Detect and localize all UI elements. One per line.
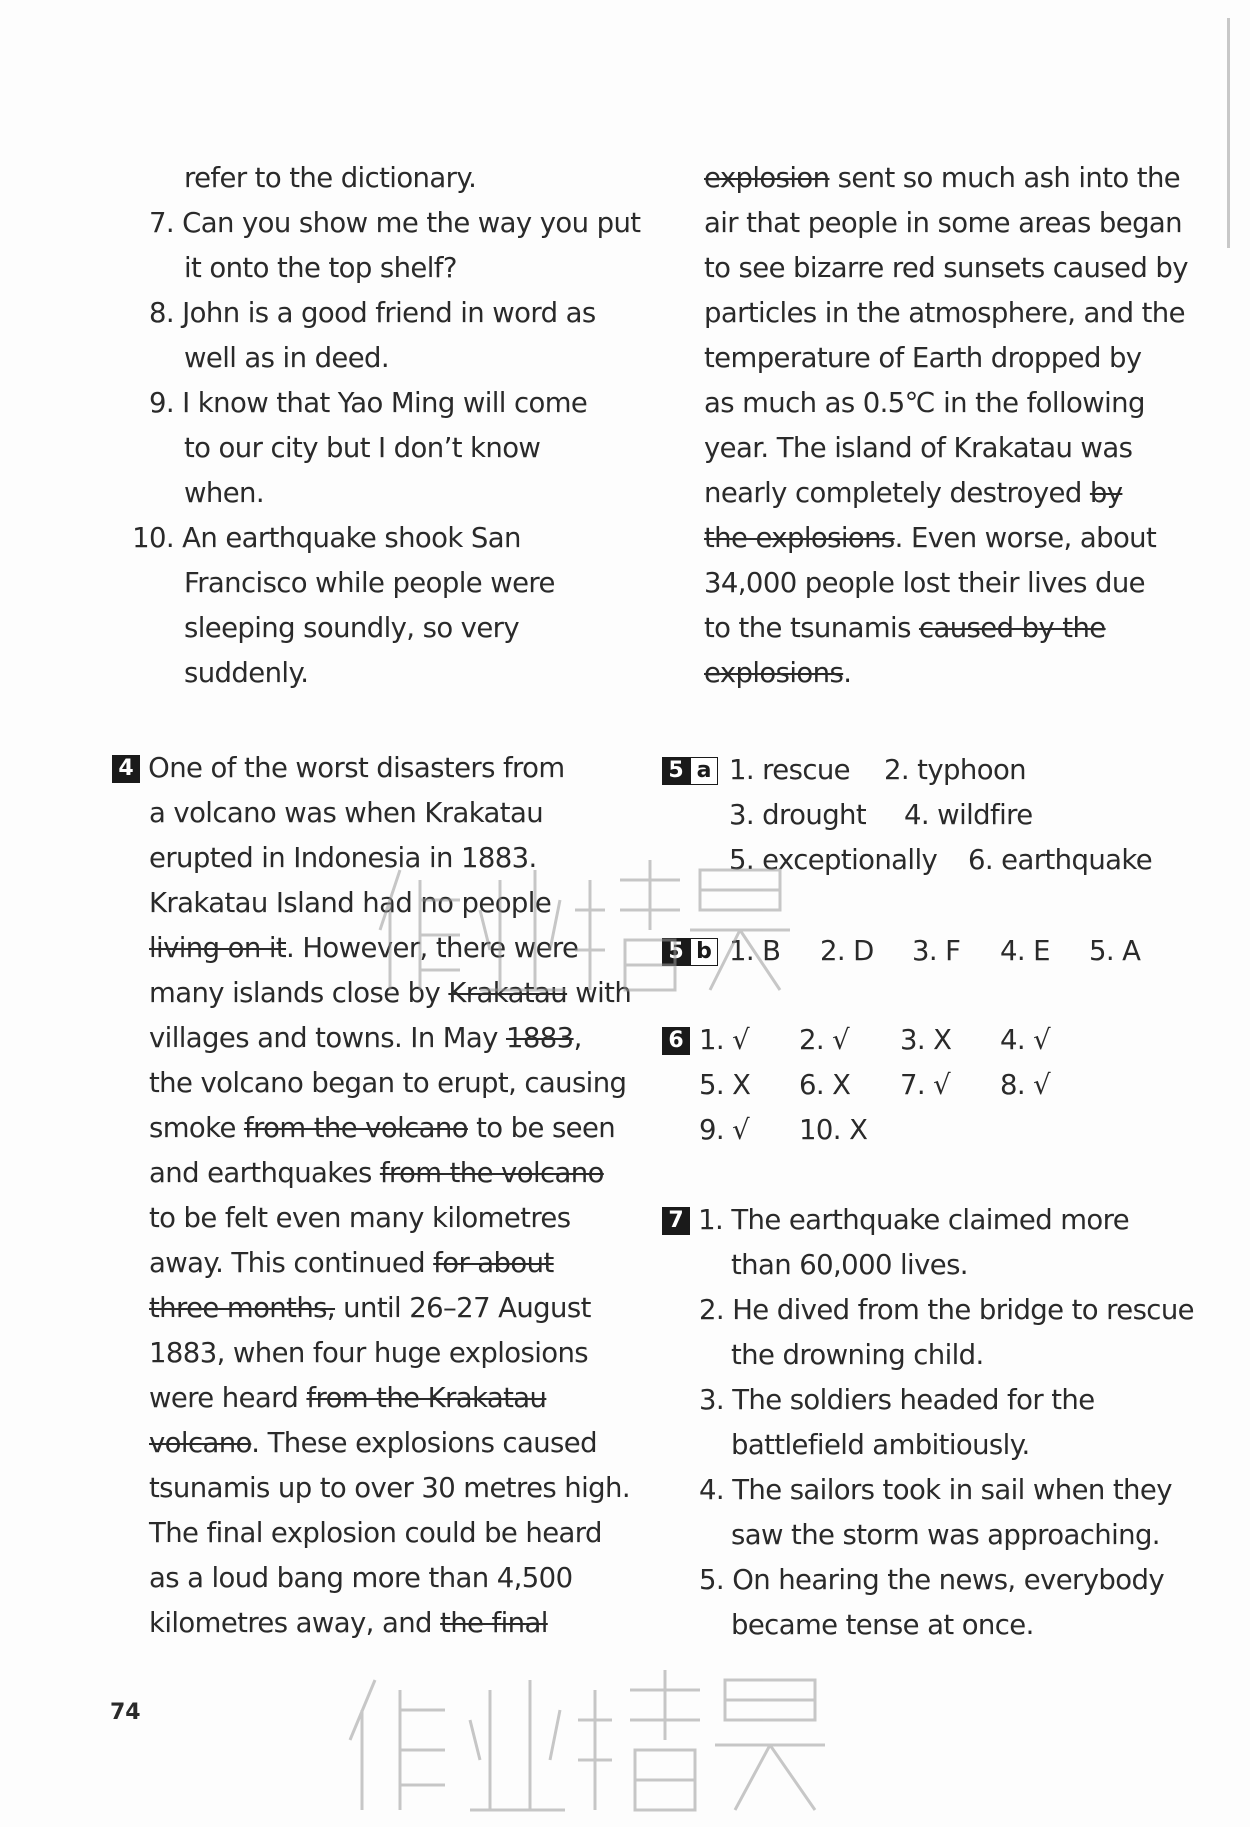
ex4-cont-line: particles in the atmosphere, and the [704,297,1185,329]
ex7-item-2: 2. He dived from the bridge to rescue [699,1294,1194,1326]
ex4-line: erupted in Indonesia in 1883. [149,842,537,874]
ex4-line: and earthquakes from the volcano [149,1157,604,1189]
answer: 4. wildfire [904,799,1033,831]
answer: 6. earthquake [968,844,1153,876]
answer: 5. A [1089,935,1141,967]
answer: 3. drought [729,799,867,831]
answer: 7. √ [900,1069,951,1101]
list-item-line: Francisco while people were [184,567,555,599]
ex4-line: kilometres away, and the final [149,1607,548,1639]
list-item-line: sleeping soundly, so very [184,612,520,644]
page-edge-line [1227,18,1230,248]
answer: 6. X [799,1069,851,1101]
list-item-line: suddenly. [184,657,309,689]
ex7-line: the drowning child. [731,1339,984,1371]
ex7-item-3: 3. The soldiers headed for the [699,1384,1095,1416]
ex4-cont-line: 34,000 people lost their lives due [704,567,1146,599]
list-item-7: 7. Can you show me the way you put [148,207,641,239]
answer: 8. √ [1000,1069,1051,1101]
ex4-line: to be felt even many kilometres [149,1202,571,1234]
watermark-logo-icon-bottom [330,1660,850,1820]
answer: 1. √ [699,1024,750,1056]
ex7-item-5: 5. On hearing the news, everybody [699,1564,1165,1596]
ex4-cont-line: temperature of Earth dropped by [704,342,1142,374]
list-item-10: 10. An earthquake shook San [132,522,521,554]
ex4-cont-line: explosions. [704,657,852,689]
ex4-cont-line: year. The island of Krakatau was [704,432,1133,464]
answer: 9. √ [699,1114,750,1146]
ex4-line: Krakatau Island had no people [149,887,552,919]
ex5b-badge: 5 b [662,933,718,969]
ex6-badge: 6 [662,1022,690,1058]
ex4-line: three months, until 26–27 August [149,1292,591,1324]
ex4-line: smoke from the volcano to be seen [149,1112,616,1144]
answer: 5. exceptionally [729,844,938,876]
list-item-8: 8. John is a good friend in word as [148,297,596,329]
ex7-line: saw the storm was approaching. [731,1519,1160,1551]
ex4-line: many islands close by Krakatau with [149,977,632,1009]
ex7-item-1: 7 1. The earthquake claimed more [662,1202,1129,1238]
ex4-cont-line: nearly completely destroyed by [704,477,1123,509]
ex4-line: 4 One of the worst disasters from [112,750,565,786]
answer: 1. rescue [729,754,850,786]
ex4-cont-line: to see bizarre red sunsets caused by [704,252,1188,284]
ex5a-badge: 5 a [662,752,718,788]
ex4-cont-line: the explosions. Even worse, about [704,522,1157,554]
list-continuation: refer to the dictionary. [184,162,477,194]
ex4-line: a volcano was when Krakatau [149,797,544,829]
answer: 2. D [820,935,874,967]
answer: 3. F [912,935,961,967]
exercise-badge: 4 [112,755,140,783]
answer: 10. X [799,1114,868,1146]
ex7-line: battlefield ambitiously. [731,1429,1030,1461]
exercise-badge: 7 [662,1207,690,1235]
ex4-cont-line: explosion sent so much ash into the [704,162,1181,194]
ex4-line: were heard from the Krakatau [149,1382,547,1414]
ex4-line: living on it. However, there were [149,932,579,964]
answer: 4. √ [1000,1024,1051,1056]
ex7-line: became tense at once. [731,1609,1034,1641]
ex4-cont-line: as much as 0.5℃ in the following [704,387,1145,419]
ex4-line: as a loud bang more than 4,500 [149,1562,573,1594]
ex4-line: The final explosion could be heard [149,1517,602,1549]
answer: 2. typhoon [884,754,1027,786]
answer: 4. E [1000,935,1050,967]
list-item-line: well as in deed. [184,342,390,374]
list-item-9: 9. I know that Yao Ming will come [148,387,588,419]
answer: 2. √ [799,1024,850,1056]
list-item-line: to our city but I don’t know [184,432,541,464]
page-number: 74 [110,1700,141,1725]
ex4-cont-line: to the tsunamis caused by the [704,612,1106,644]
ex4-line: the volcano began to erupt, causing [149,1067,627,1099]
list-item-line: when. [184,477,265,509]
list-item-line: it onto the top shelf? [184,252,457,284]
ex7-item-4: 4. The sailors took in sail when they [699,1474,1172,1506]
ex4-line: volcano. These explosions caused [149,1427,597,1459]
answer: 5. X [699,1069,751,1101]
ex4-cont-line: air that people in some areas began [704,207,1183,239]
answer: 1. B [729,935,781,967]
ex7-line: than 60,000 lives. [731,1249,968,1281]
ex4-line: tsunamis up to over 30 metres high. [149,1472,630,1504]
answer: 3. X [900,1024,952,1056]
ex4-line: villages and towns. In May 1883, [149,1022,582,1054]
ex4-line: away. This continued for about [149,1247,554,1279]
ex4-line: 1883, when four huge explosions [149,1337,589,1369]
